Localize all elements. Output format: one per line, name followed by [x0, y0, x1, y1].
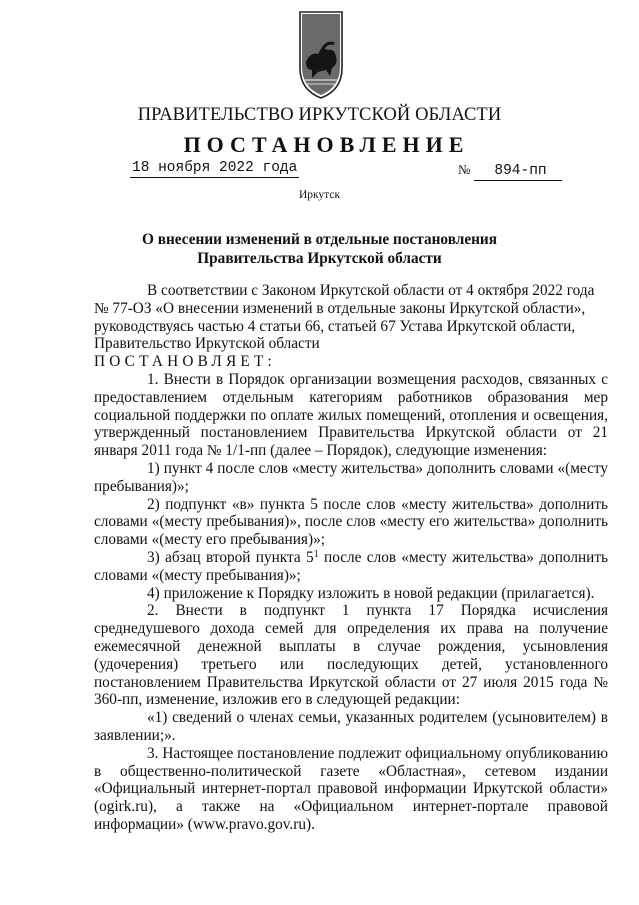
city: Иркутск [298, 189, 341, 201]
coat-of-arms-icon [296, 10, 346, 100]
document-title [0, 230, 639, 268]
preamble-line-1: В соответствии с Законом Иркутской области от 4 октября 2022 года [147, 282, 595, 299]
decrees-word: ПОСТАНОВЛЯЕТ: [94, 353, 276, 371]
decrees-heading [94, 353, 608, 371]
preamble-line-3: руководствуясь частью 4 статьи 66, статьей 67 Устава Иркутской области, [94, 317, 576, 335]
title-line-2: Правительства Иркутской области [197, 250, 442, 267]
preamble-line-4: Правительство Иркутской области [94, 335, 320, 353]
number-sign: № [458, 162, 471, 177]
item-1-4: 4) приложение к Порядку изложить в новой редакции (прилагается). [147, 584, 595, 602]
item-2-1: «1) сведений о членах семьи, указанных родителем (усыновителем) в заявлении;». [94, 709, 608, 744]
document-number [458, 162, 562, 181]
document-type: ПОСТАНОВЛЕНИЕ [183, 132, 470, 157]
paragraph-1: 1. Внести в Порядок организации возмещения расходов, связанных с предоставлением отдельным категориям работников образования мер социальной поддержки по оплате жилых помещений, отопления и освещения, утвержденный постановлением Правительства Иркутской области от 21 января 2011 года № 1/1-пп (далее – Порядок), следующие изменения: [94, 370, 608, 460]
document-date [130, 160, 299, 178]
item-1-3-superscript: 1 [313, 548, 319, 560]
item-1-3-start: 3) абзац второй пункта 5 [147, 548, 314, 566]
date-value: 18 ноября 2022 года [132, 160, 298, 176]
item-1-1: 1) пункт 4 после слов «месту жительства» дополнить словами «(месту пребывания)»; [94, 459, 608, 495]
paragraph-3: 3. Настоящее постановление подлежит официальному опубликованию в общественно-политической газете «Областная», сетевом издании «Официальный интернет-портал правовой информации Иркутской области» (ogirk.ru), а также на «Официальном интернет-портале правовой информации» (www.pravo.gov.ru). [94, 744, 608, 833]
item-1-3 [94, 549, 608, 585]
number-value: 894-пп [474, 163, 562, 181]
item-1-2: 2) подпункт «в» пункта 5 после слов «месту жительства» дополнить словами «(месту пребывания)», после слов «месту его жительства» дополнить словами «(месту его пребывания)»; [94, 495, 608, 549]
document-body [94, 282, 608, 834]
paragraph-2: 2. Внести в подпункт 1 пункта 17 Порядка исчисления среднедушевого дохода семей для определения их права на получение ежемесячной денежной выплаты в случае рождения, усыновления (удочерения) третьего или последующих детей, установленного постановлением Правительства Иркутской области от 27 июля 2015 года № 360-пп, изменение, изложив его в следующей редакции: [94, 602, 608, 709]
preamble-line-2: № 77-ОЗ «О внесении изменений в отдельные законы Иркутской области», [94, 299, 586, 317]
title-line-1: О внесении изменений в отдельные постановления [141, 231, 498, 248]
government-name: ПРАВИТЕЛЬСТВО ИРКУТСКОЙ ОБЛАСТИ [137, 105, 502, 125]
item-1-3-end: после слов «месту жительства» дополнить словами «(месту пребывания)»; [94, 548, 608, 584]
